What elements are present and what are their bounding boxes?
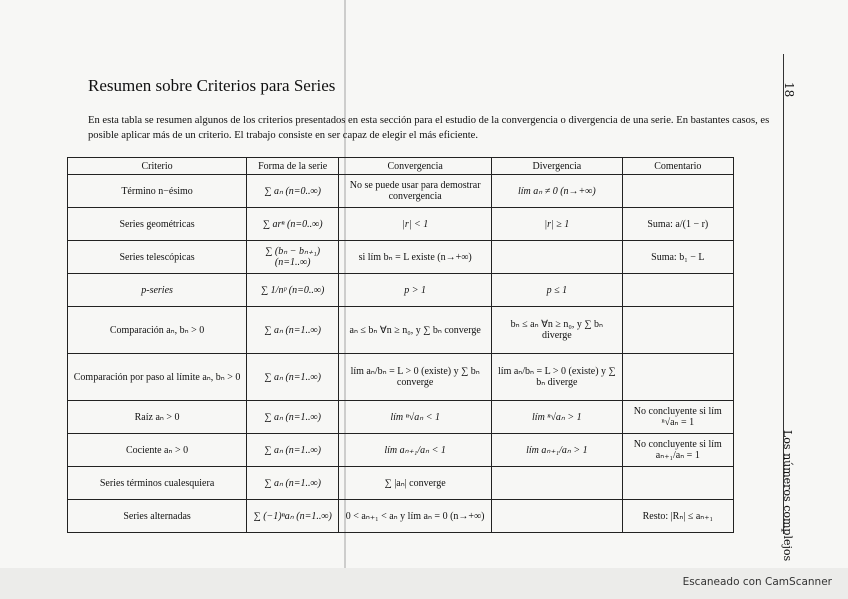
table-row	[68, 500, 734, 533]
cell-forma: ∑ aₙ (n=1..∞)	[247, 307, 339, 354]
cell-criterio: Término n−ésimo	[68, 175, 247, 208]
table-row	[68, 274, 734, 307]
cell-convergencia: ∑ |aₙ| converge	[339, 467, 492, 500]
cell-divergencia: lím aₙ/bₙ = L > 0 (existe) y ∑ bₙ diverge	[492, 354, 623, 401]
table-row	[68, 307, 734, 354]
intro-paragraph: En esta tabla se resumen algunos de los criterios presentados en esta sección para el estudio de la convergencia o divergencia de una serie. En bastantes casos, es posible aplicar más de un criterio. El trabajo consiste en ser capaz de elegir el más eficiente.	[88, 115, 770, 141]
cell-forma: ∑ aₙ (n=0..∞)	[247, 175, 339, 208]
cell-criterio: Series términos cualesquiera	[68, 467, 247, 500]
cell-convergencia: 0 < aₙ₊₁ < aₙ y lím aₙ = 0 (n→+∞)	[339, 500, 492, 533]
table-header-row	[68, 158, 734, 175]
cell-convergencia: p > 1	[339, 274, 492, 307]
cell-forma: ∑ (bₙ − bₙ₊₁) (n=1..∞)	[247, 241, 339, 274]
table-row	[68, 401, 734, 434]
cell-convergencia: si lím bₙ = L existe (n→+∞)	[339, 241, 492, 274]
cell-criterio: Cociente aₙ > 0	[68, 434, 247, 467]
cell-divergencia: lím ⁿ√aₙ > 1	[492, 401, 623, 434]
cell-comentario	[622, 274, 733, 307]
header-convergencia: Convergencia	[339, 158, 492, 175]
cell-divergencia	[492, 467, 623, 500]
cell-comentario: Resto: |Rₙ| ≤ aₙ₊₁	[622, 500, 733, 533]
cell-forma: ∑ aₙ (n=1..∞)	[247, 467, 339, 500]
criteria-table	[67, 157, 734, 533]
cell-forma: ∑ aₙ (n=1..∞)	[247, 434, 339, 467]
cell-comentario	[622, 175, 733, 208]
cell-comentario	[622, 307, 733, 354]
cell-divergencia	[492, 241, 623, 274]
cell-convergencia: aₙ ≤ bₙ ∀n ≥ n₀, y ∑ bₙ converge	[339, 307, 492, 354]
cell-comentario	[622, 354, 733, 401]
cell-forma: ∑ aₙ (n=1..∞)	[247, 401, 339, 434]
cell-comentario: No concluyente si lím aₙ₊₁/aₙ = 1	[622, 434, 733, 467]
cell-criterio: Series geométricas	[68, 208, 247, 241]
cell-comentario: Suma: b₁ − L	[622, 241, 733, 274]
cell-comentario	[622, 467, 733, 500]
cell-criterio: p-series	[68, 274, 247, 307]
table-row	[68, 434, 734, 467]
cell-convergencia: No se puede usar para demostrar convergencia	[339, 175, 492, 208]
cell-divergencia: bₙ ≤ aₙ ∀n ≥ n₀, y ∑ bₙ diverge	[492, 307, 623, 354]
cell-comentario: Suma: a/(1 − r)	[622, 208, 733, 241]
chapter-label: Los números complejos	[781, 430, 794, 562]
table-row	[68, 354, 734, 401]
cell-comentario: No concluyente si lím ⁿ√aₙ = 1	[622, 401, 733, 434]
header-forma: Forma de la serie	[247, 158, 339, 175]
header-comentario: Comentario	[622, 158, 733, 175]
cell-convergencia: |r| < 1	[339, 208, 492, 241]
table-row	[68, 241, 734, 274]
table-row	[68, 175, 734, 208]
cell-forma: ∑ aₙ (n=1..∞)	[247, 354, 339, 401]
table-row	[68, 467, 734, 500]
cell-criterio: Raíz aₙ > 0	[68, 401, 247, 434]
header-criterio: Criterio	[68, 158, 247, 175]
cell-divergencia	[492, 500, 623, 533]
cell-criterio: Series telescópicas	[68, 241, 247, 274]
cell-divergencia: |r| ≥ 1	[492, 208, 623, 241]
cell-divergencia: lím aₙ₊₁/aₙ > 1	[492, 434, 623, 467]
scanner-watermark: Escaneado con CamScanner	[682, 576, 832, 588]
cell-criterio: Comparación aₙ, bₙ > 0	[68, 307, 247, 354]
cell-criterio: Series alternadas	[68, 500, 247, 533]
cell-forma: ∑ (−1)ⁿaₙ (n=1..∞)	[247, 500, 339, 533]
page-title: Resumen sobre Criterios para Series	[88, 76, 336, 95]
page-number: 18	[782, 82, 796, 98]
cell-forma: ∑ 1/nᵖ (n=0..∞)	[247, 274, 339, 307]
cell-divergencia: lím aₙ ≠ 0 (n→+∞)	[492, 175, 623, 208]
cell-criterio: Comparación por paso al límite aₙ, bₙ > 0	[68, 354, 247, 401]
cell-convergencia: lím aₙ/bₙ = L > 0 (existe) y ∑ bₙ converge	[339, 354, 492, 401]
header-divergencia: Divergencia	[492, 158, 623, 175]
cell-convergencia: lím aₙ₊₁/aₙ < 1	[339, 434, 492, 467]
table-row	[68, 208, 734, 241]
cell-convergencia: lím ⁿ√aₙ < 1	[339, 401, 492, 434]
cell-forma: ∑ arⁿ (n=0..∞)	[247, 208, 339, 241]
cell-divergencia: p ≤ 1	[492, 274, 623, 307]
